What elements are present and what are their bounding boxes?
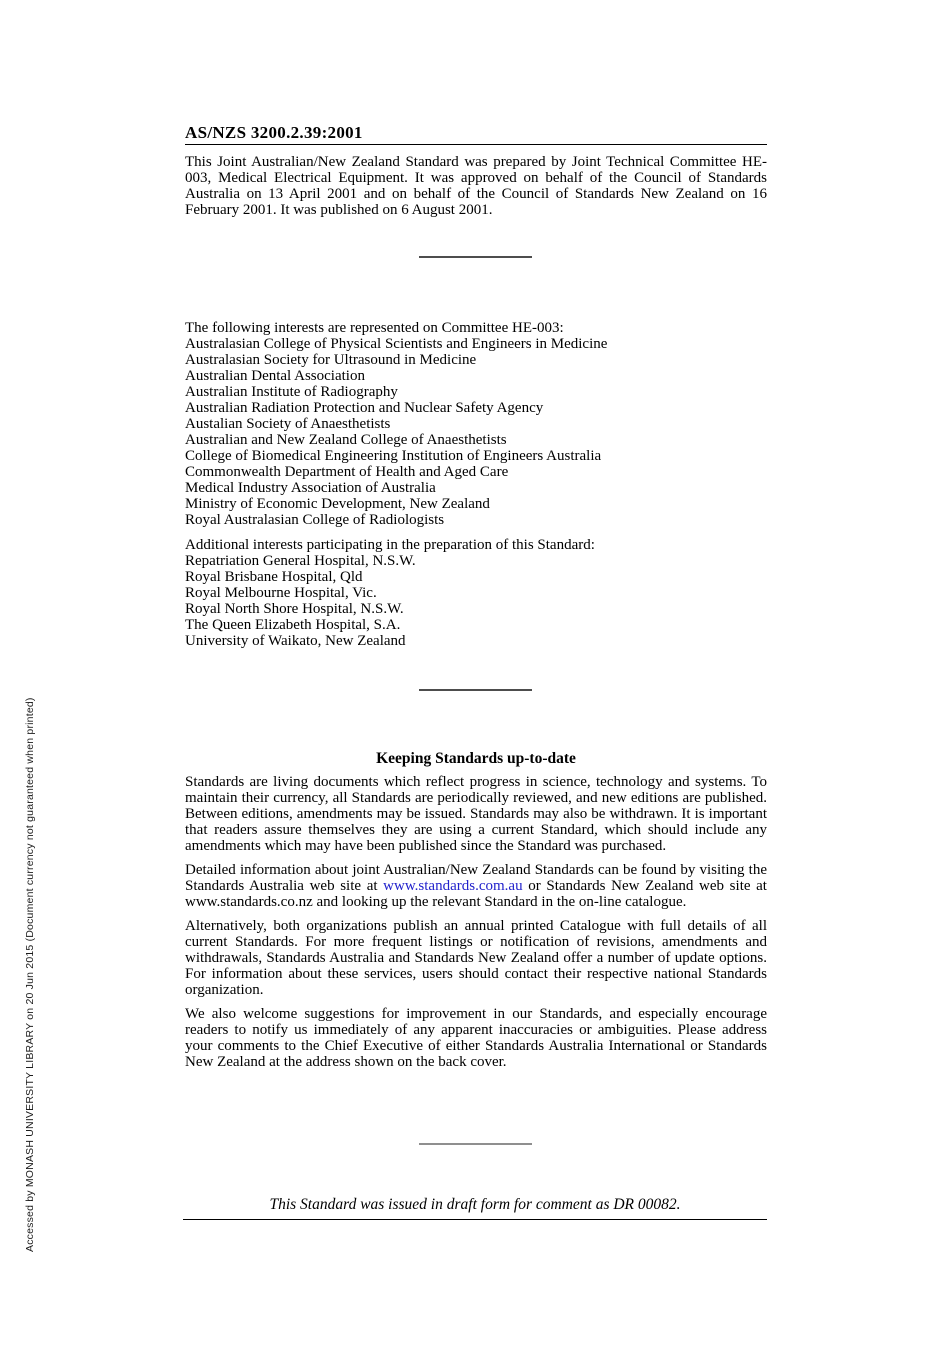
library-access-watermark: Accessed by MONASH UNIVERSITY LIBRARY on 20 Jun 2015 (Document currency not guaranteed when printed) xyxy=(24,697,36,1252)
additional-member-item: The Queen Elizabeth Hospital, S.A. xyxy=(185,617,401,633)
committee-members-list xyxy=(185,336,767,528)
additional-interests-section xyxy=(185,537,767,649)
additional-members-list xyxy=(185,553,767,649)
committee-member-item: Australian Radiation Protection and Nuclear Safety Agency xyxy=(185,400,544,416)
section-divider-bottom xyxy=(419,1143,532,1145)
committee-member-item: College of Biomedical Engineering Institution of Engineers Australia xyxy=(185,448,602,464)
committee-member-item: Commonwealth Department of Health and Aged Care xyxy=(185,464,509,480)
standard-number-title: AS/NZS 3200.2.39:2001 xyxy=(185,123,363,142)
committee-member-item: Australasian College of Physical Scientists and Engineers in Medicine xyxy=(185,336,608,352)
additional-member-item: Royal Brisbane Hospital, Qld xyxy=(185,569,363,585)
additional-member-item: Royal Melbourne Hospital, Vic. xyxy=(185,585,377,601)
committee-member-item: Royal Australasian College of Radiologists xyxy=(185,512,445,528)
additional-intro-line: Additional interests participating in the preparation of this Standard: xyxy=(185,537,595,553)
committee-member-item: Australian Institute of Radiography xyxy=(185,384,398,400)
additional-member-item: University of Waikato, New Zealand xyxy=(185,633,406,649)
additional-member-item: Royal North Shore Hospital, N.S.W. xyxy=(185,601,404,617)
detailed-info-paragraph xyxy=(185,862,767,910)
committee-intro-line: The following interests are represented on Committee HE-003: xyxy=(185,320,564,336)
draft-note-footer xyxy=(183,1196,767,1220)
standard-number-header xyxy=(185,124,767,145)
committee-member-item: Ministry of Economic Development, New Zealand xyxy=(185,496,490,512)
draft-note-text: This Standard was issued in draft form for comment as DR 00082. xyxy=(269,1196,681,1213)
additional-member-item: Repatriation General Hospital, N.S.W. xyxy=(185,553,416,569)
keeping-standards-section xyxy=(185,750,767,1070)
section-divider-middle xyxy=(419,689,532,691)
suggestions-paragraph: We also welcome suggestions for improvement in our Standards, and especially encourage readers to notify us immediately of any apparent inaccuracies or ambiguities. Please address your comments to the Chief Executive of either Standards Australia International or Standards New Zealand at the address shown on the back cover. xyxy=(185,1006,767,1070)
section-divider-top xyxy=(419,256,532,258)
committee-interests-section xyxy=(185,320,767,528)
preparation-paragraph: This Joint Australian/New Zealand Standard was prepared by Joint Technical Committee HE-003, Medical Electrical Equipment. It was approved on behalf of the Council of Standards Australia on 13 April 2001 and on behalf of the Council of Standards New Zealand on 16 February 2001. It was published on 6 August 2001. xyxy=(185,154,767,218)
keeping-standards-heading: Keeping Standards up-to-date xyxy=(376,750,576,767)
printed-catalogue-paragraph: Alternatively, both organizations publish an annual printed Catalogue with full details of all current Standards. For more frequent listings or notification of revisions, amendments and withdrawals, Standards Australia and Standards New Zealand offer a number of update options. For information about these services, users should contact their respective national Standards organization. xyxy=(185,918,767,998)
committee-member-item: Australian Dental Association xyxy=(185,368,365,384)
committee-member-item: Medical Industry Association of Australia xyxy=(185,480,436,496)
committee-member-item: Australasian Society for Ultrasound in Medicine xyxy=(185,352,477,368)
detailed-info-text-after: or Standards New Zealand web site at www.standards.co.nz and looking up the relevant Standard in the on-line catalogue. xyxy=(185,878,767,910)
committee-member-item: Austalian Society of Anaesthetists xyxy=(185,416,391,432)
standards-australia-website-link[interactable]: www.standards.com.au xyxy=(383,878,523,894)
detailed-info-text-before: Detailed information about joint Australian/New Zealand Standards can be found by visiting the Standards Australia web site at xyxy=(185,862,767,894)
committee-member-item: Australian and New Zealand College of Anaesthetists xyxy=(185,432,507,448)
living-documents-paragraph: Standards are living documents which reflect progress in science, technology and systems. To maintain their currency, all Standards are periodically reviewed, and new editions are published. Between editions, amendments may be issued. Standards may also be withdrawn. It is important that readers assure themselves they are using a current Standard, which should include any amendments which may have been published since the Standard was purchased. xyxy=(185,774,767,854)
